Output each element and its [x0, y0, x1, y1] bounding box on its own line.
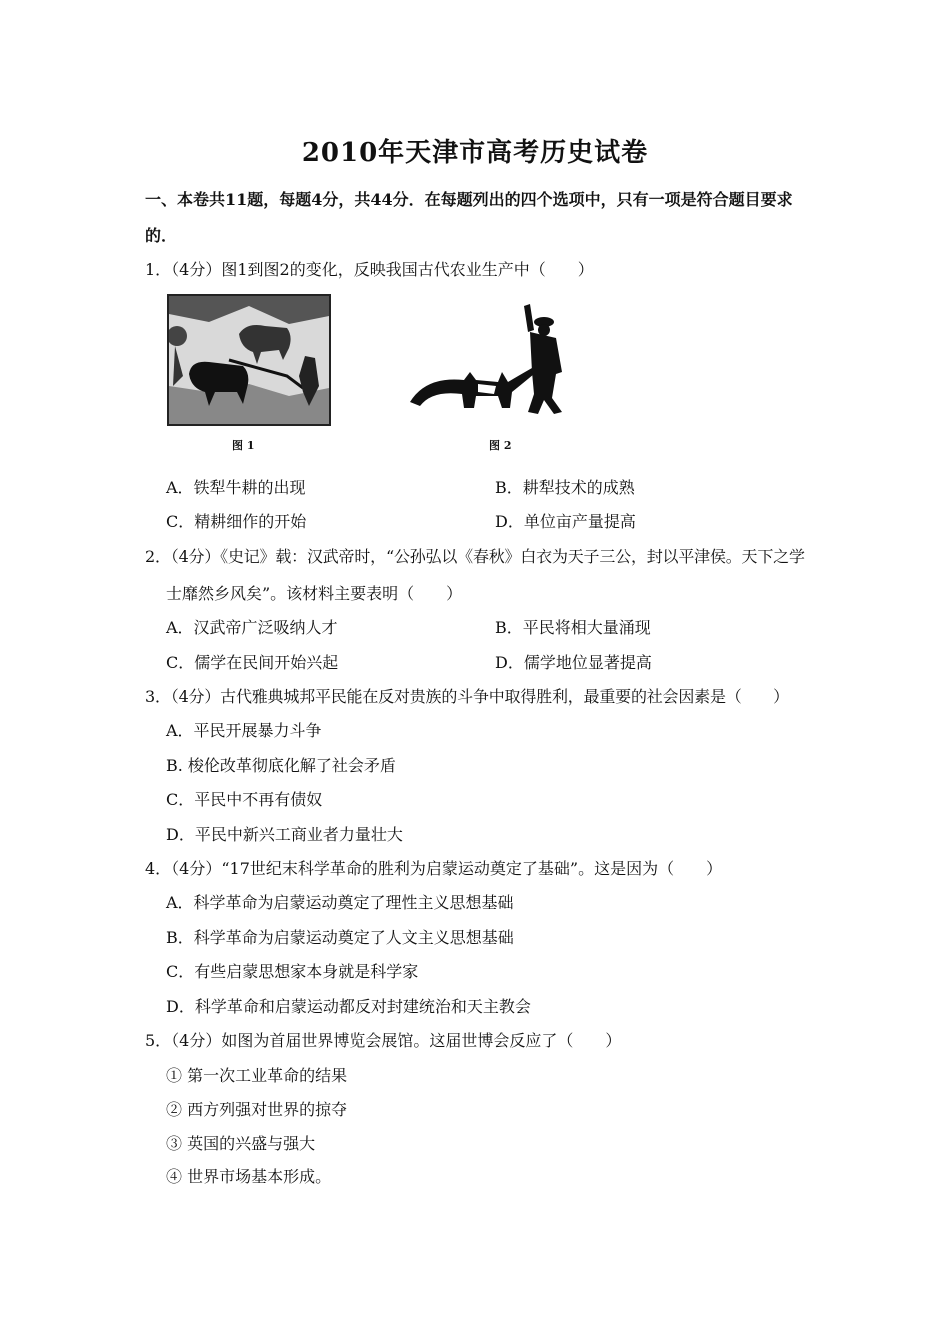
question-5-stem: 5．（4分）如图为首届世界博览会展馆。这届世博会反应了（ ）	[145, 1031, 622, 1050]
question-2-stem-line2: 士靡然乡风矣”。该材料主要表明（ ）	[166, 584, 463, 603]
q5-item-2: ② 西方列强对世界的掠夺	[166, 1100, 348, 1119]
q1-option-a[interactable]: A．铁犁牛耕的出现	[166, 478, 306, 497]
q1-option-b[interactable]: B．耕犁技术的成熟	[495, 478, 635, 497]
q2-option-d[interactable]: D．儒学地位显著提高	[495, 653, 652, 672]
q4-option-b[interactable]: B．科学革命为启蒙运动奠定了人文主义思想基础	[166, 928, 514, 947]
q4-option-a[interactable]: A．科学革命为启蒙运动奠定了理性主义思想基础	[166, 893, 514, 912]
q1-option-d[interactable]: D．单位亩产量提高	[495, 512, 636, 531]
q4-option-d[interactable]: D．科学革命和启蒙运动都反对封建统治和天主教会	[166, 997, 531, 1016]
question-1-stem: 1．（4分）图1到图2的变化，反映我国古代农业生产中（ ）	[145, 260, 594, 279]
ox-plough-icon	[169, 296, 329, 424]
figure-2-plough-man-image	[406, 302, 576, 424]
q3-option-b[interactable]: B. 梭伦改革彻底化解了社会矛盾	[166, 756, 396, 775]
page-title: 2010年天津市高考历史试卷	[301, 138, 649, 168]
section-header: 一、本卷共11题，每题4分，共44分．在每题列出的四个选项中，只有一项是符合题目要求的．	[145, 190, 793, 245]
question-4-stem: 4．（4分）“17世纪末科学革命的胜利为启蒙运动奠定了基础”。这是因为（ ）	[145, 859, 723, 878]
question-3-stem: 3．（4分）古代雅典城邦平民能在反对贵族的斗争中取得胜利，最重要的社会因素是（ ）	[145, 687, 789, 706]
q5-item-3: ③ 英国的兴盛与强大	[166, 1134, 316, 1153]
q1-option-c[interactable]: C．精耕细作的开始	[166, 512, 307, 531]
q4-option-c[interactable]: C．有些启蒙思想家本身就是科学家	[166, 962, 419, 981]
figure-2-caption: 图 2	[489, 439, 512, 452]
q3-option-c[interactable]: C．平民中不再有债奴	[166, 790, 323, 809]
q2-option-a[interactable]: A．汉武帝广泛吸纳人才	[166, 618, 338, 637]
q3-option-d[interactable]: D．平民中新兴工商业者力量壮大	[166, 825, 403, 844]
figure-1-caption: 图 1	[232, 439, 255, 452]
q5-item-4: ④ 世界市场基本形成。	[166, 1167, 332, 1186]
plough-man-icon	[406, 302, 576, 424]
figure-1-ox-plough-image	[167, 294, 331, 426]
q5-item-1: ① 第一次工业革命的结果	[166, 1066, 348, 1085]
q3-option-a[interactable]: A．平民开展暴力斗争	[166, 721, 322, 740]
q2-option-c[interactable]: C．儒学在民间开始兴起	[166, 653, 339, 672]
question-2-stem-line1: 2．（4分）《史记》载：汉武帝时，“公孙弘以《春秋》白衣为天子三公，封以平津侯。天下之学	[145, 547, 805, 566]
q2-option-b[interactable]: B．平民将相大量涌现	[495, 618, 651, 637]
